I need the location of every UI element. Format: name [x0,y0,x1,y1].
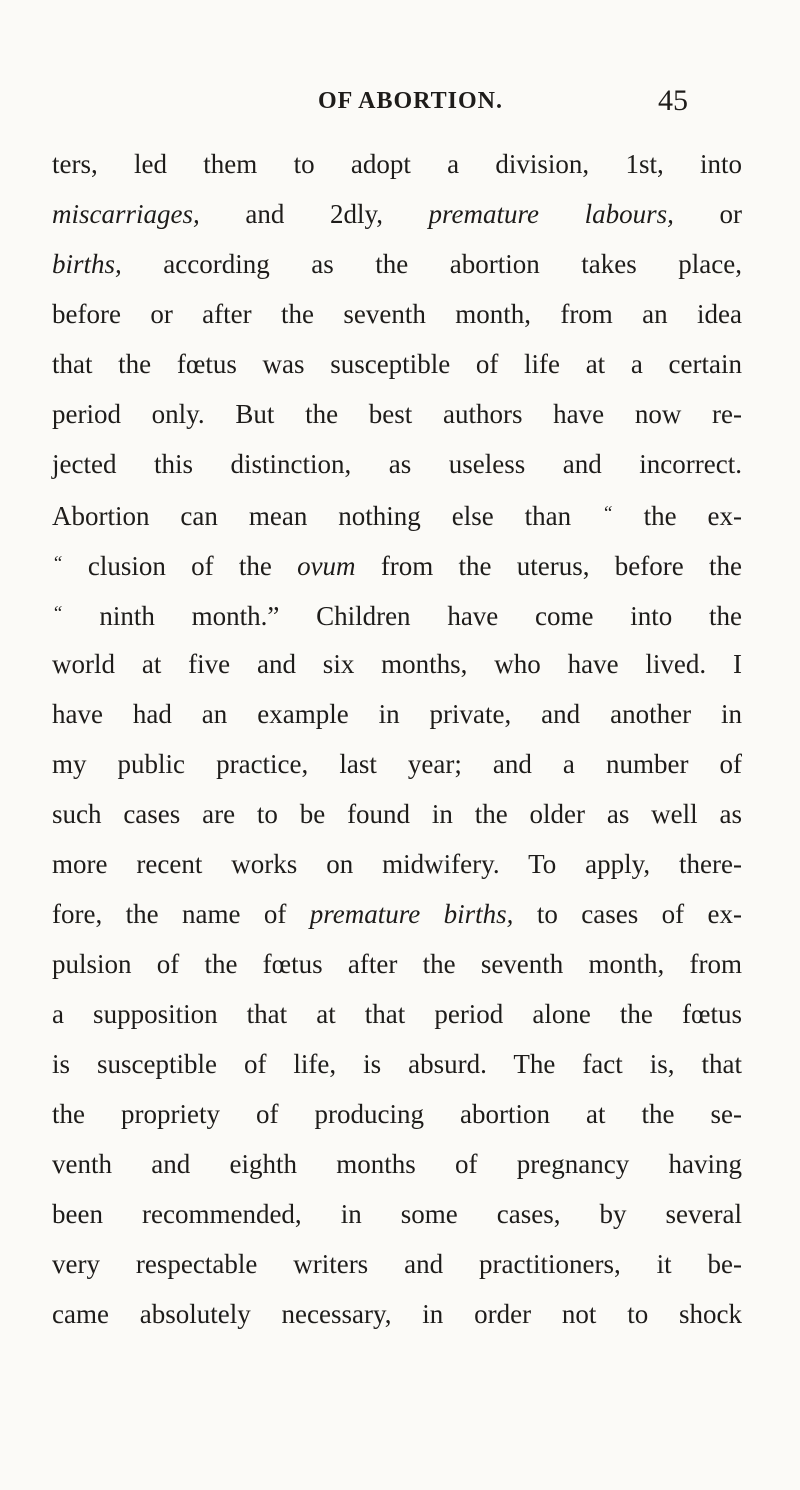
italic-term: ovum [297,551,356,581]
text-line: such cases are to be found in the older as well as [52,799,742,829]
text-line: my public practice, last year; and a number of [52,749,742,779]
running-head [258,86,688,126]
text-line: births, according as the abortion takes place, [52,249,742,279]
text-line: ters, led them to adopt a division, 1st, into [52,149,742,179]
text-line: came absolutely necessary, in order not to shock [52,1299,742,1329]
quote-mark: “ [52,603,63,624]
quote-mark: “ [602,503,613,524]
running-title: OF ABORTION. [318,88,503,114]
text-line: a supposition that at that period alone the fœtus [52,999,742,1029]
text-line: been recommended, in some cases, by several [52,1199,742,1229]
text-line: before or after the seventh month, from an idea [52,299,742,329]
text-line: very respectable writers and practitioners, it be- [52,1249,742,1279]
text-line: “ clusion of the ovum from the uterus, before the [52,551,742,581]
text-line: more recent works on midwifery. To apply, there- [52,849,742,879]
text-line: have had an example in private, and another in [52,699,742,729]
italic-term: premature labours, [428,199,674,229]
italic-term: births, [52,249,122,279]
italic-term: miscarriages, [52,199,200,229]
text-line: that the fœtus was susceptible of life at a certain [52,349,742,379]
text-line: the propriety of producing abortion at the se- [52,1099,742,1129]
text-line: fore, the name of premature births, to cases of ex- [52,899,742,929]
quote-mark: “ [52,553,63,574]
text-line: pulsion of the fœtus after the seventh month, from [52,949,742,979]
italic-term: premature births, [309,899,514,929]
text-line: world at five and six months, who have lived. I [52,649,742,679]
text-line: is susceptible of life, is absurd. The fact is, that [52,1049,742,1079]
text-line: period only. But the best authors have now re- [52,399,742,429]
text-line: jected this distinction, as useless and incorrect. [52,449,742,479]
page-number: 45 [658,84,688,117]
text-line: “ ninth month.” Children have come into the [52,601,742,631]
text-line: Abortion can mean nothing else than “ the ex- [52,501,742,531]
text-line: venth and eighth months of pregnancy having [52,1149,742,1179]
text-line: miscarriages, and 2dly, premature labours, or [52,199,743,229]
